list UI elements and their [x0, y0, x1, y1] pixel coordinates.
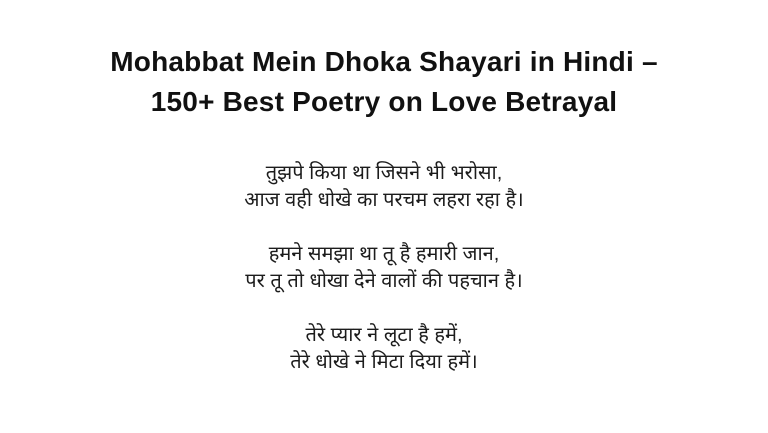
- shayari-line: तेरे धोखे ने मिटा दिया हमें।: [290, 351, 478, 373]
- shayari-line: तेरे प्यार ने लूटा है हमें,: [305, 324, 463, 346]
- shayari-line: आज वही धोखे का परचम लहरा रहा है।: [244, 189, 524, 211]
- shayari-list: [0, 160, 768, 376]
- page-title-line-1: Mohabbat Mein Dhoka Shayari in Hindi –: [110, 46, 658, 77]
- shayari-stanza-3: [0, 322, 768, 376]
- shayari-stanza-2: [0, 241, 768, 295]
- shayari-line: तुझपे किया था जिसने भी भरोसा,: [265, 162, 503, 184]
- page-title: [0, 0, 768, 122]
- shayari-stanza-1: [0, 160, 768, 214]
- shayari-line: पर तू तो धोखा देने वालों की पहचान है।: [245, 270, 523, 292]
- page-title-line-2: 150+ Best Poetry on Love Betrayal: [150, 86, 618, 117]
- shayari-line: हमने समझा था तू है हमारी जान,: [268, 243, 500, 265]
